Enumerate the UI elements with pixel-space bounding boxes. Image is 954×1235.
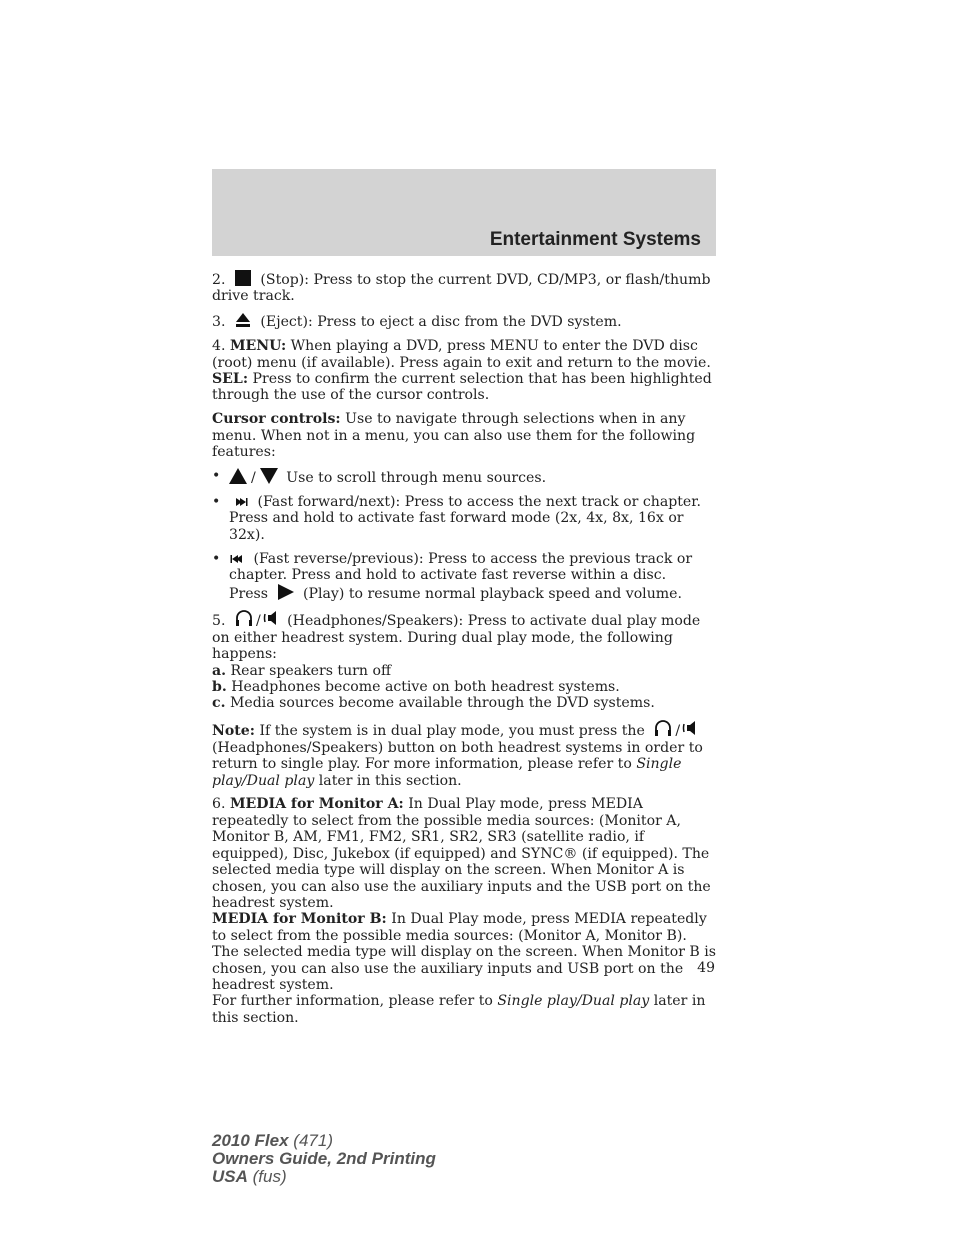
cross-reference: Single play/Dual play: [497, 993, 650, 1010]
item-headphones-speakers: 5. / (Headphones/Speakers): Press to activate dual play mode on either headrest system. During dual play mode, the following happens: a. Rear speakers turn off b. Headphones become active on both headrest systems. c. Media sources become available through the DVD systems.: [212, 609, 716, 711]
cross-reference: Single play/Dual play: [212, 756, 682, 789]
bullet-fast-forward: • (Fast forward/next): Press to access the next track or chapter. Press and hold to activate fast forward mode (2x, 4x, 8x, 16x or 32x).: [212, 493, 701, 543]
speaker-icon: [263, 609, 279, 627]
play-icon: [277, 584, 295, 600]
footer: 2010 Flex (471) Owners Guide, 2nd Printing USA (fus): [212, 1131, 436, 1186]
page-number: 49: [697, 960, 715, 976]
item-cursor-controls: Cursor controls: Use to navigate through selections when in any menu. When not in a menu, you can also use them for the following features:: [212, 411, 696, 461]
note-paragraph: Note: If the system is in dual play mode, you must press the / (Headphones/Speakers) button on both headrest systems in order to return to single play. For more information, please refer to Single play/Dual play later in this section.: [212, 719, 716, 789]
fast-forward-next-icon: [233, 496, 249, 508]
item-eject: 3. (Eject): Press to eject a disc from the DVD system.: [212, 314, 622, 331]
section-title: Entertainment Systems: [489, 229, 701, 250]
eject-icon: [234, 312, 252, 328]
header-band: [212, 169, 716, 256]
sel-label: SEL:: [212, 371, 249, 388]
stop-icon: [234, 270, 252, 286]
item-media-monitors: 6. MEDIA for Monitor A: In Dual Play mode, press MEDIA repeatedly to select from the possible media sources: (Monitor A, Monitor B, AM, FM1, FM2, SR1, SR2, SR3 (satellite radio, if equipped), Disc, Jukebox (if equipped) and SYNC® (if equipped). The selected media type will display on the screen. When Monitor A is chosen, you can also use the auxiliary inputs and the USB port on the headrest system. MEDIA for Monitor B: In Dual Play mode, press MEDIA repeatedly to select from the possible media sources: (Monitor A, Monitor B). The selected media type will display on the screen. When Monitor B is chosen, you can also use the auxiliary inputs and USB port on the headrest system. For further information, please refer to Single play/Dual play later in this section.: [212, 796, 716, 1026]
arrow-up-icon: [229, 468, 247, 484]
headphones-icon: [234, 609, 254, 627]
headphones-icon: [653, 719, 673, 737]
bullet-scroll: • / Use to scroll through menu sources.: [212, 468, 547, 487]
page-content: [212, 270, 716, 1034]
arrow-down-icon: [260, 468, 278, 484]
bullet-fast-reverse: • (Fast reverse/previous): Press to access the previous track or chapter. Press and hold to activate fast reverse within a disc. Press (Play) to resume normal playback speed and volume.: [212, 550, 693, 602]
speaker-icon: [682, 719, 698, 737]
item-menu: 4. MENU: When playing a DVD, press MENU to enter the DVD disc (root) menu (if available). Press again to exit and return to the movie. SEL: Press to confirm the current selection that has been highlighted through the use of the cursor controls.: [212, 338, 712, 404]
item-stop: 2. (Stop): Press to stop the current DVD, CD/MP3, or flash/thumb drive track.: [212, 272, 711, 305]
fast-reverse-previous-icon: [229, 553, 245, 565]
